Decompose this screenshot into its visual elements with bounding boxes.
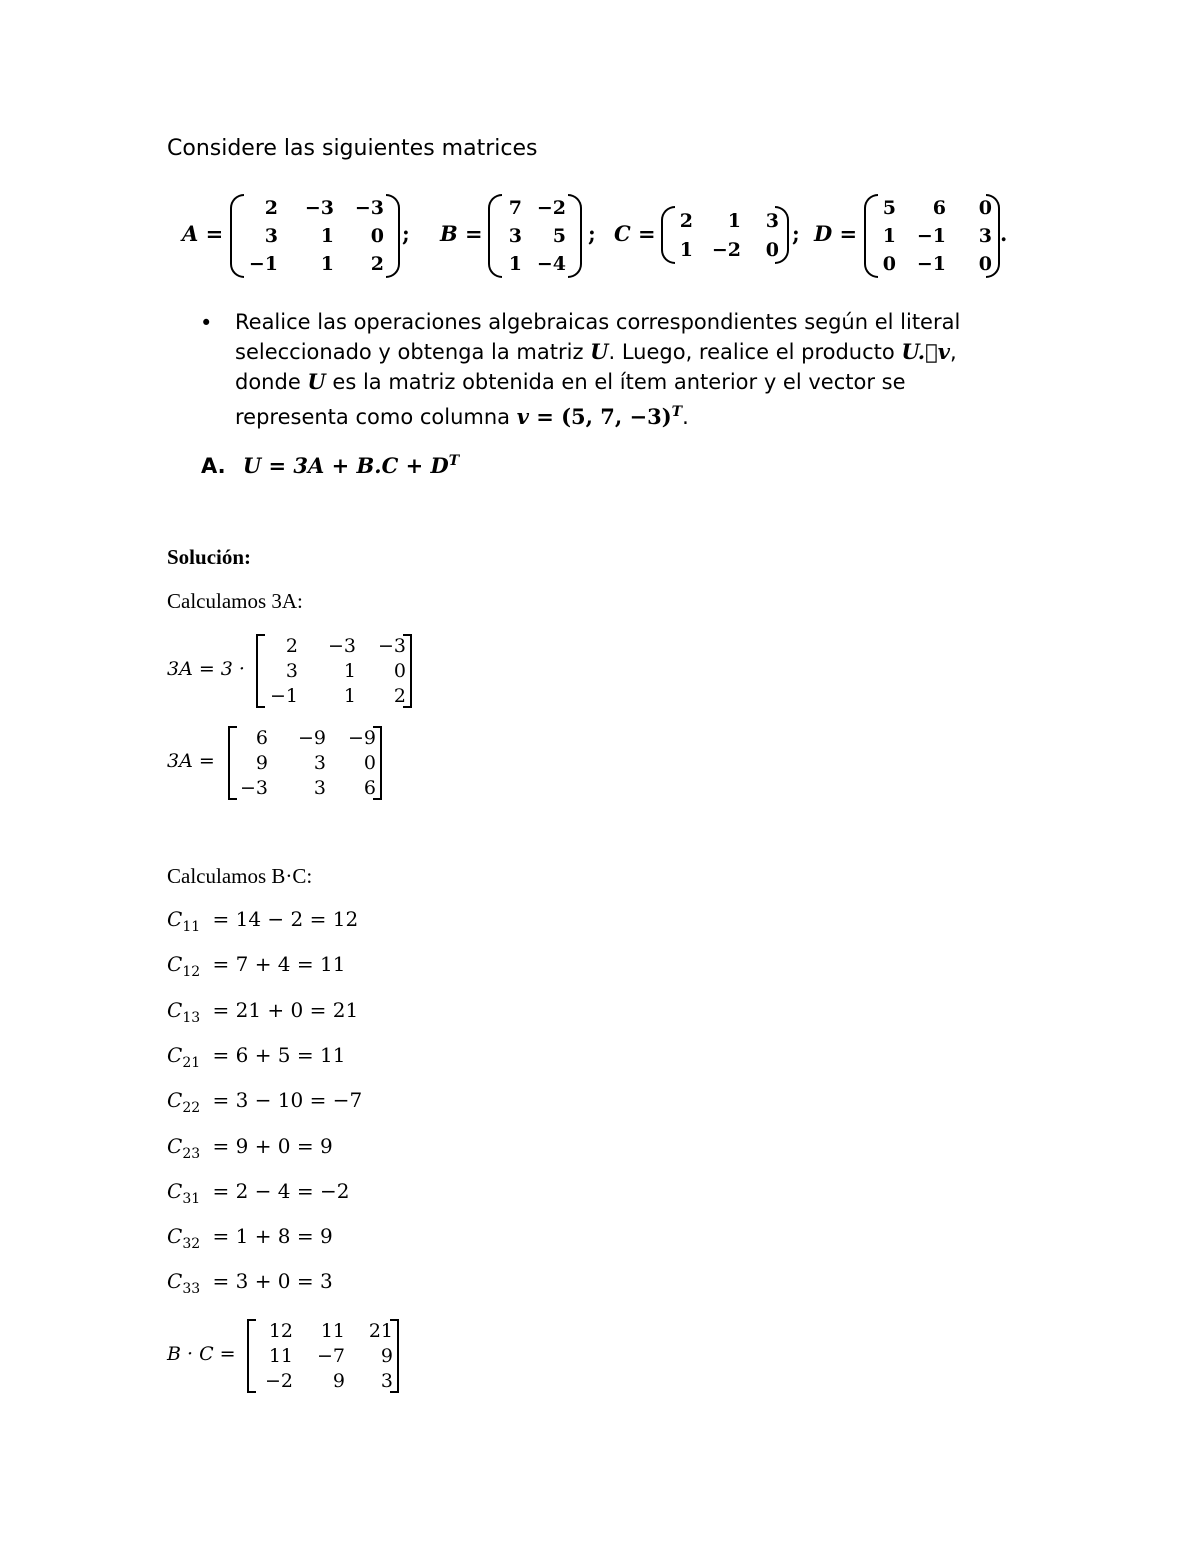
matrix-3a-result (228, 726, 382, 800)
matrix-cell: 21 (368, 1320, 393, 1342)
intro-text: Considere las siguientes matrices (167, 136, 538, 161)
matrix-cell: −1 (916, 253, 946, 275)
matrix-cell: 7 (508, 197, 522, 219)
matrix-cell: −1 (248, 253, 278, 275)
matrix-cell: 0 (363, 752, 376, 774)
matrix-cell: −1 (269, 685, 298, 707)
matrix-cell: 0 (978, 253, 992, 275)
matrix-cell: 2 (679, 209, 693, 232)
matrix-cell: 0 (882, 253, 896, 275)
matrix-b (488, 194, 582, 278)
matrix-cell: 0 (393, 660, 406, 682)
matrix-cell: 3 (313, 777, 326, 799)
matrix-cell: −3 (354, 197, 384, 219)
matrix-cell: 6 (932, 197, 946, 219)
matrix-cell: −9 (297, 727, 326, 749)
matrix-cell: −3 (239, 777, 268, 799)
matrix-cell: 9 (255, 752, 268, 774)
matrix-cell: 3 (765, 209, 779, 232)
bc-entry-line: $C_{22} = 3 - 10 = -7$ (167, 1088, 363, 1117)
matrix-d-label: D = (814, 221, 858, 246)
bc-result-lhs: B · C = (167, 1343, 236, 1365)
matrix-cell: 0 (978, 197, 992, 219)
eq-3a-2-lhs: 3A = (167, 750, 215, 772)
matrix-c-label: C = (614, 221, 656, 246)
sep-a: ; (402, 221, 410, 246)
matrix-cell: 1 (508, 253, 522, 275)
matrix-cell: 3 (978, 225, 992, 247)
bc-entry-line: $C_{32} = 1 + 8 = 9$ (167, 1224, 333, 1253)
bc-entry-line: $C_{11} = 14 - 2 = 12$ (167, 907, 359, 935)
bc-entry-line: $C_{33} = 3 + 0 = 3$ (167, 1269, 333, 1298)
sep-d: . (1000, 221, 1008, 246)
bc-entry-line: $C_{13} = 21 + 0 = 21$ (167, 997, 359, 1026)
bullet-icon: • (200, 311, 213, 335)
matrix-cell: 3 (508, 225, 522, 247)
matrix-cell: 12 (268, 1320, 293, 1342)
matrix-cell: 11 (320, 1320, 345, 1342)
matrix-cell: 2 (393, 685, 406, 707)
matrix-cell: 2 (264, 197, 278, 219)
bc-entry-line: $C_{21} = 6 + 5 = 11$ (167, 1042, 346, 1071)
matrix-cell: 9 (380, 1345, 393, 1367)
matrix-cell: 0 (370, 225, 384, 247)
matrix-cell: 3 (285, 660, 298, 682)
calc-bc-heading: Calculamos B·C: (167, 864, 313, 888)
matrix-cell: 1 (679, 238, 693, 261)
matrix-c (661, 206, 789, 264)
matrix-a-bracket (256, 634, 412, 708)
matrix-cell: −3 (327, 635, 356, 657)
matrix-cell: −2 (711, 238, 741, 261)
eq-3a-1-lhs: 3A = 3 · (167, 658, 245, 680)
calc-3a-heading: Calculamos 3A: (167, 589, 303, 613)
matrix-cell: 1 (343, 660, 356, 682)
sep-c: ; (792, 221, 800, 246)
matrix-cell: 1 (320, 253, 334, 275)
matrix-b-label: B = (440, 221, 483, 246)
matrix-a-label: A = (182, 221, 224, 246)
matrix-cell: 6 (255, 727, 268, 749)
matrix-cell: 9 (332, 1370, 345, 1392)
matrix-cell: −3 (304, 197, 334, 219)
matrix-cell: 11 (268, 1345, 293, 1367)
matrix-cell: 5 (882, 197, 896, 219)
matrix-cell: 3 (264, 225, 278, 247)
matrix-cell: 2 (285, 635, 298, 657)
solution-heading: Solución: (167, 545, 252, 569)
matrix-cell: −7 (316, 1345, 345, 1367)
matrix-cell: 3 (380, 1370, 393, 1392)
matrix-cell: 6 (363, 777, 376, 799)
matrix-cell: 5 (552, 225, 566, 247)
matrix-a (230, 194, 400, 278)
matrix-cell: 1 (320, 225, 334, 247)
bc-result-matrix (247, 1319, 399, 1393)
matrix-cell: 0 (765, 238, 779, 261)
matrix-cell: −2 (536, 197, 566, 219)
matrix-cell: −1 (916, 225, 946, 247)
matrix-cell: −3 (377, 635, 406, 657)
bullet-text: Realice las operaciones algebraicas correspondientes según el literal seleccionado y obtenga la matriz U. Luego, realice el producto U.v, donde U es la matriz obtenida en el ítem anterior y el vector se representa como columna v = (5, 7, −3)$^T$. (235, 310, 961, 429)
bc-entry-line: $C_{31} = 2 - 4 = -2$ (167, 1178, 350, 1207)
matrix-cell: 2 (370, 253, 384, 275)
matrix-d (864, 194, 1000, 278)
matrix-cell: −2 (264, 1370, 293, 1392)
option-a: A. $U = 3A + B.C + D^T$ (201, 453, 460, 478)
bc-entry-line: $C_{23} = 9 + 0 = 9$ (167, 1133, 333, 1162)
bc-entry-line: $C_{12} = 7 + 4 = 11$ (167, 952, 346, 981)
matrix-cell: 1 (727, 209, 741, 232)
sep-b: ; (588, 221, 596, 246)
matrix-cell: −4 (536, 253, 566, 275)
matrix-cell: 3 (313, 752, 326, 774)
matrix-cell: 1 (882, 225, 896, 247)
matrix-cell: 1 (343, 685, 356, 707)
matrix-cell: −9 (347, 727, 376, 749)
